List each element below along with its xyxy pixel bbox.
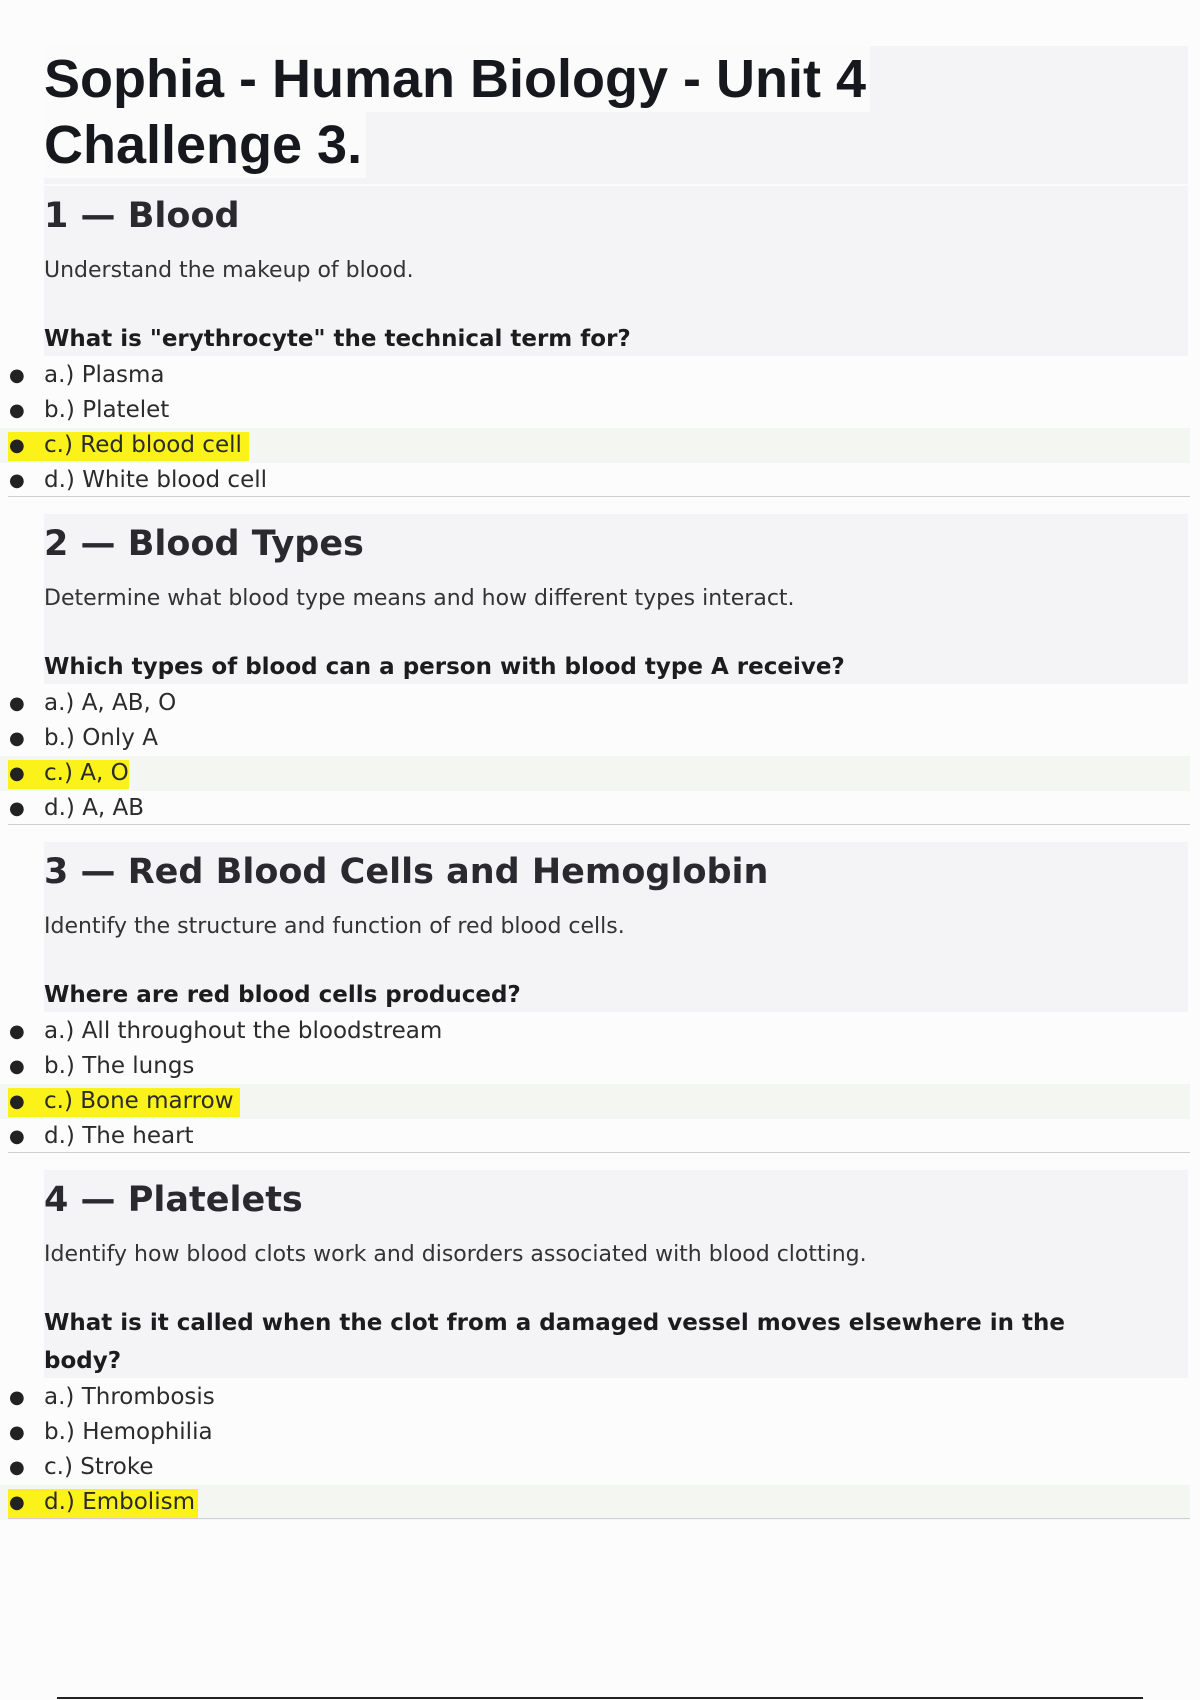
answer-option-a[interactable] xyxy=(0,1014,1190,1049)
bullet-icon: ● xyxy=(9,1422,25,1443)
answer-label: d.) The heart xyxy=(44,1123,194,1149)
page-title-line-1: Sophia - Human Biology - Unit 4 xyxy=(44,46,870,112)
bullet-icon: ● xyxy=(9,1387,25,1408)
section-divider xyxy=(8,1152,1190,1153)
bullet-icon: ● xyxy=(9,365,25,386)
bullet-icon: ● xyxy=(9,763,25,784)
answer-label: a.) Thrombosis xyxy=(44,1384,215,1410)
answer-label: a.) All throughout the bloodstream xyxy=(44,1018,443,1044)
section-divider xyxy=(8,1518,1190,1519)
answer-label: d.) A, AB xyxy=(44,795,145,821)
footer-rule xyxy=(57,1697,1143,1699)
section-description: Identify the structure and function of red blood cells. xyxy=(44,914,625,939)
section-description: Understand the makeup of blood. xyxy=(44,258,414,283)
answer-label: b.) The lungs xyxy=(44,1053,195,1079)
answer-option-b[interactable] xyxy=(0,721,1190,756)
answer-option-c-correct[interactable] xyxy=(0,1084,1190,1119)
bullet-icon: ● xyxy=(9,470,25,491)
section-heading: 4 — Platelets xyxy=(44,1180,303,1220)
answer-label: c.) A, O xyxy=(44,760,129,786)
answer-option-a[interactable] xyxy=(0,358,1190,393)
bullet-icon: ● xyxy=(9,1021,25,1042)
answer-option-a[interactable] xyxy=(0,686,1190,721)
answer-label: d.) White blood cell xyxy=(44,467,268,493)
bullet-icon: ● xyxy=(9,1457,25,1478)
bullet-icon: ● xyxy=(9,435,25,456)
question-text: What is it called when the clot from a damaged vessel moves elsewhere in the body? xyxy=(44,1310,1065,1374)
bullet-icon: ● xyxy=(9,1091,25,1112)
answer-option-c-correct[interactable] xyxy=(0,756,1190,791)
answer-label: c.) Stroke xyxy=(44,1454,154,1480)
bullet-icon: ● xyxy=(9,1492,25,1513)
answer-list xyxy=(0,1380,1190,1520)
section-description: Determine what blood type means and how different types interact. xyxy=(44,586,795,611)
section-heading: 1 — Blood xyxy=(44,196,240,236)
answer-label: b.) Only A xyxy=(44,725,158,751)
answer-option-c[interactable] xyxy=(0,1450,1190,1485)
section-heading: 3 — Red Blood Cells and Hemoglobin xyxy=(44,852,769,892)
answer-label: b.) Platelet xyxy=(44,397,170,423)
question-text: Which types of blood can a person with blood type A receive? xyxy=(44,654,845,680)
bullet-icon: ● xyxy=(9,798,25,819)
answer-option-d[interactable] xyxy=(0,1119,1190,1154)
answer-option-c-correct[interactable] xyxy=(0,428,1190,463)
answer-label: c.) Bone marrow xyxy=(44,1088,234,1114)
bullet-icon: ● xyxy=(9,1126,25,1147)
answer-list xyxy=(0,1014,1190,1154)
question-text: Where are red blood cells produced? xyxy=(44,982,521,1008)
answer-option-d[interactable] xyxy=(0,791,1190,826)
answer-option-a[interactable] xyxy=(0,1380,1190,1415)
answer-label: b.) Hemophilia xyxy=(44,1419,213,1445)
answer-option-b[interactable] xyxy=(0,1415,1190,1450)
answer-list xyxy=(0,686,1190,826)
answer-option-d-correct[interactable] xyxy=(0,1485,1190,1520)
question-text: What is "erythrocyte" the technical term for? xyxy=(44,326,631,352)
answer-label: a.) A, AB, O xyxy=(44,690,177,716)
answer-label: c.) Red blood cell xyxy=(44,432,242,458)
answer-option-d[interactable] xyxy=(0,463,1190,498)
bullet-icon: ● xyxy=(9,693,25,714)
section-heading: 2 — Blood Types xyxy=(44,524,364,564)
bullet-icon: ● xyxy=(9,1056,25,1077)
answer-list xyxy=(0,358,1190,498)
page-title-line-2: Challenge 3. xyxy=(44,112,366,178)
section-divider xyxy=(8,496,1190,497)
answer-option-b[interactable] xyxy=(0,393,1190,428)
section-description: Identify how blood clots work and disorders associated with blood clotting. xyxy=(44,1242,867,1267)
answer-label: a.) Plasma xyxy=(44,362,165,388)
answer-option-b[interactable] xyxy=(0,1049,1190,1084)
answer-label: d.) Embolism xyxy=(44,1489,195,1515)
bullet-icon: ● xyxy=(9,728,25,749)
section-divider xyxy=(8,824,1190,825)
bullet-icon: ● xyxy=(9,400,25,421)
